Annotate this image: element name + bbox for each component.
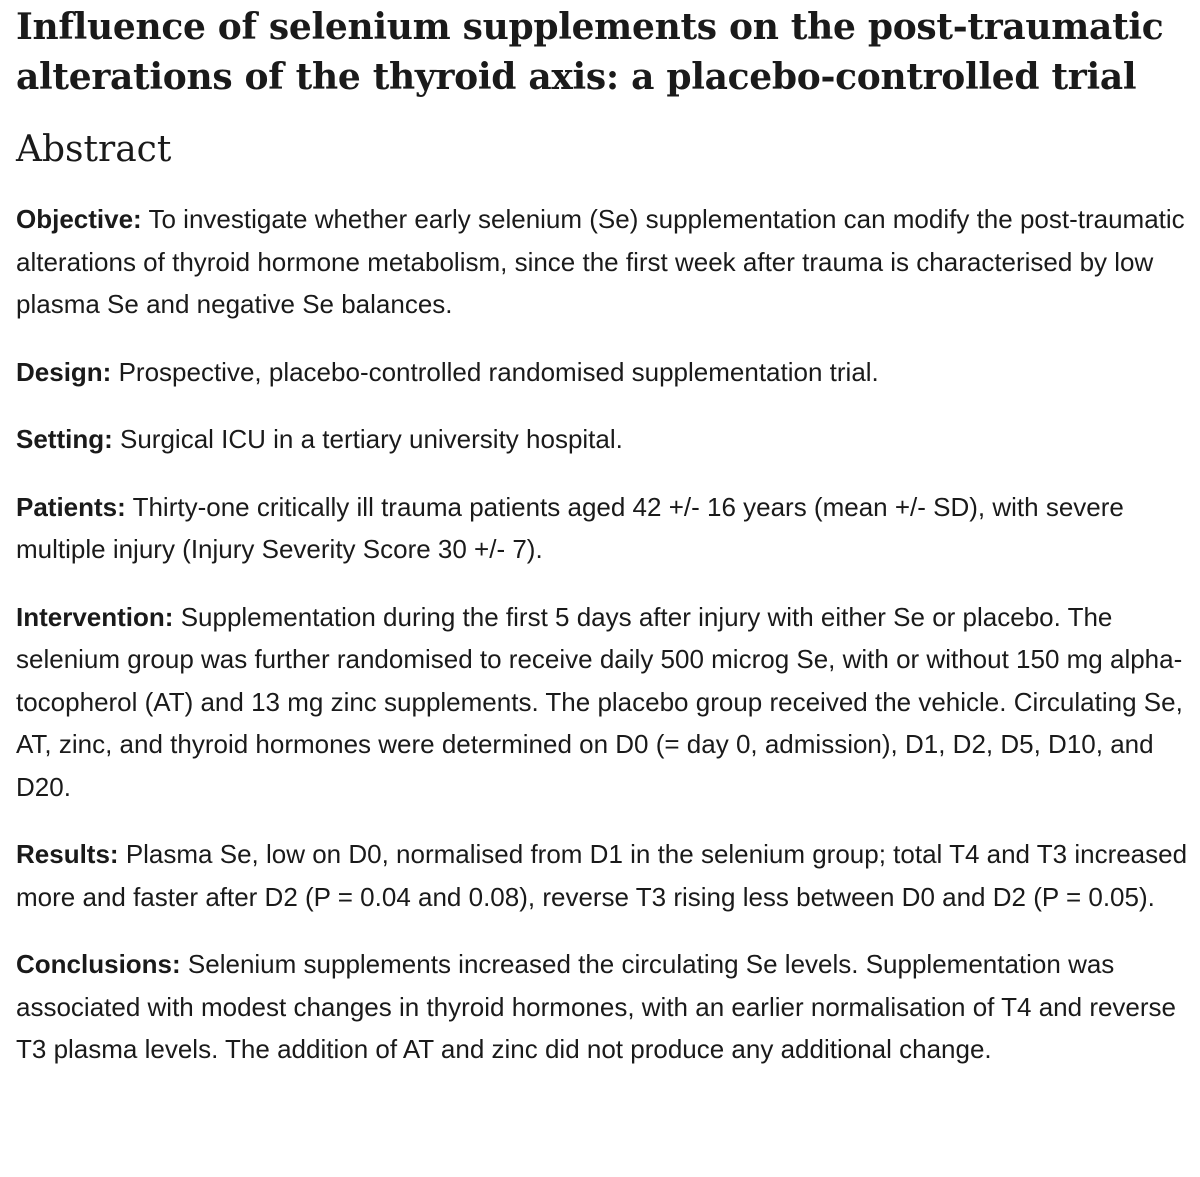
section-text: Selenium supplements increased the circulating Se levels. Supplementation was associated with modest changes in thyroid hormones, with an earlier normalisation of T4 and reverse T3 plasma levels. The addition of AT and zinc did not produce any additional change. xyxy=(16,949,1177,1064)
article-title: Influence of selenium supplements on the post-traumatic alterations of the thyroid axis: a placebo-controlled trial xyxy=(16,6,1164,98)
section-conclusions xyxy=(16,943,1188,1071)
section-label: Setting: xyxy=(16,424,113,454)
section-text: Plasma Se, low on D0, normalised from D1 in the selenium group; total T4 and T3 increased more and faster after D2 (P = 0.04 and 0.08), reverse T3 rising less between D0 and D2 (P = 0.05). xyxy=(16,839,1188,912)
section-label: Results: xyxy=(16,839,119,869)
article-page xyxy=(0,2,1200,1071)
section-results xyxy=(16,833,1188,918)
section-text: Surgical ICU in a tertiary university hospital. xyxy=(120,424,623,454)
section-label: Patients: xyxy=(16,491,126,522)
section-text: Thirty-one critically ill trauma patients aged 42 +/- 16 years (mean +/- SD), with severe multiple injury (Injury Severity Score 30 +/- 7). xyxy=(16,491,1124,564)
section-text: Supplementation during the first 5 days after injury with either Se or placebo. The selenium group was further randomised to receive daily 500 microg Se, with or without 150 mg alpha-tocopherol (AT) and 13 mg zinc supplements. The placebo group received the vehicle. Circulating Se, AT, zinc, and thyroid hormones were determined on D0 (= day 0, admission), D1, D2, D5, D10, and D20. xyxy=(16,601,1183,802)
section-objective xyxy=(16,198,1188,326)
section-setting xyxy=(16,418,1188,461)
section-label: Conclusions: xyxy=(16,949,181,979)
section-intervention xyxy=(16,596,1188,809)
section-label: Intervention: xyxy=(16,601,174,632)
section-label: Design: xyxy=(16,356,112,387)
section-patients xyxy=(16,486,1188,571)
section-label: Objective: xyxy=(16,204,142,234)
section-design xyxy=(16,351,1188,394)
section-text: Prospective, placebo-controlled randomised supplementation trial. xyxy=(118,356,879,387)
section-text: To investigate whether early selenium (Se) supplementation can modify the post-traumatic alterations of thyroid hormone metabolism, since the first week after trauma is characterised by low plasma Se and negative Se balances. xyxy=(16,204,1185,319)
abstract-heading: Abstract xyxy=(16,129,172,170)
